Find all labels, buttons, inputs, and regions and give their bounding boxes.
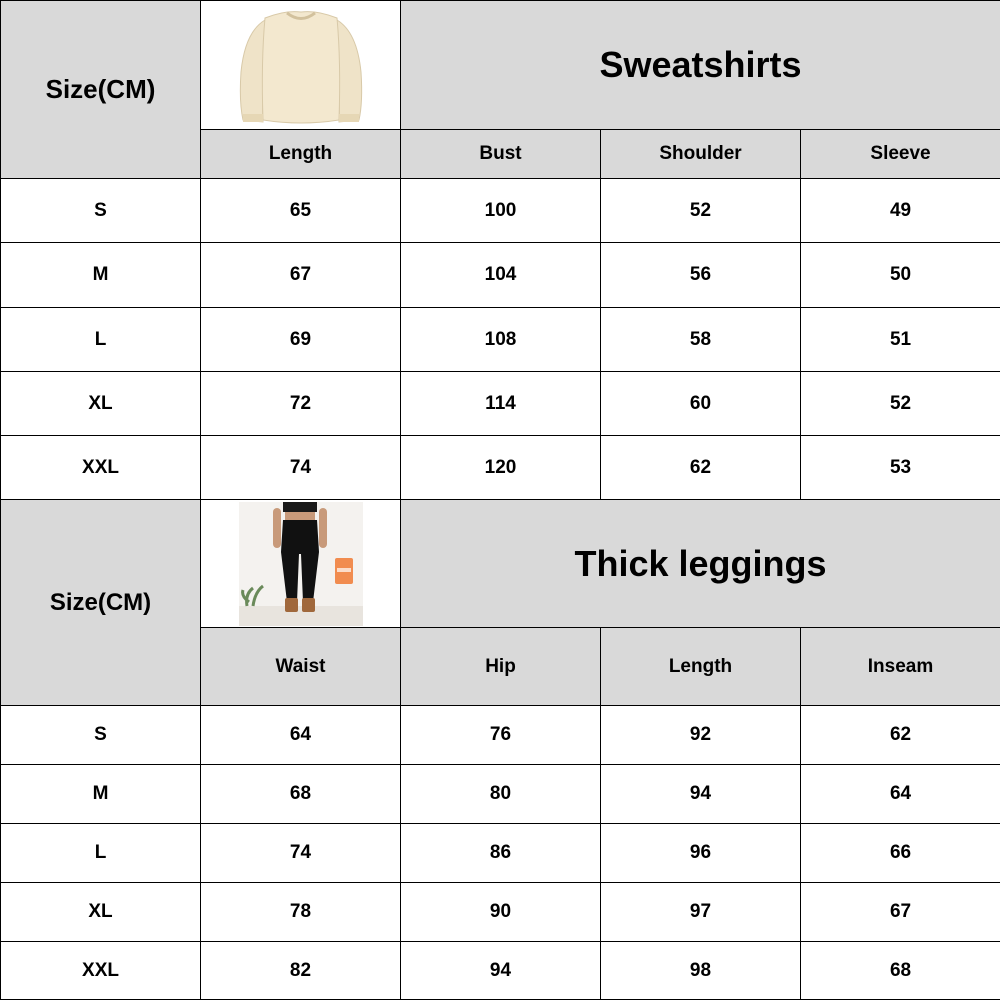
size-cell: L (1, 824, 201, 883)
value-cell: 97 (601, 883, 801, 942)
sweatshirts-col-sleeve: Sleeve (801, 130, 1000, 179)
size-cell: M (1, 765, 201, 824)
value-cell: 104 (401, 243, 601, 308)
value-cell: 86 (401, 824, 601, 883)
leggings-col-waist: Waist (201, 628, 401, 706)
value-cell: 56 (601, 243, 801, 308)
value-cell: 92 (601, 706, 801, 765)
leggings-col-length: Length (601, 628, 801, 706)
value-cell: 51 (801, 308, 1000, 372)
value-cell: 80 (401, 765, 601, 824)
leggings-size-label: Size(CM) (1, 500, 201, 706)
sweatshirt-photo (201, 1, 401, 130)
value-cell: 53 (801, 436, 1000, 500)
table-row (1, 824, 1000, 883)
value-cell: 60 (601, 372, 801, 436)
value-cell: 74 (201, 824, 401, 883)
table-row (1, 308, 1000, 372)
leggings-photo (201, 500, 401, 628)
value-cell: 72 (201, 372, 401, 436)
value-cell: 64 (201, 706, 401, 765)
leggings-col-hip: Hip (401, 628, 601, 706)
table-row (1, 706, 1000, 765)
table-row (1, 883, 1000, 942)
value-cell: 74 (201, 436, 401, 500)
table-row (1, 765, 1000, 824)
value-cell: 68 (201, 765, 401, 824)
sweatshirts-col-bust: Bust (401, 130, 601, 179)
table-row (1, 243, 1000, 308)
value-cell: 114 (401, 372, 601, 436)
value-cell: 76 (401, 706, 601, 765)
leggings-icon (239, 502, 363, 626)
sweatshirts-col-shoulder: Shoulder (601, 130, 801, 179)
value-cell: 108 (401, 308, 601, 372)
size-cell: XXL (1, 436, 201, 500)
value-cell: 100 (401, 179, 601, 243)
value-cell: 96 (601, 824, 801, 883)
leggings-title: Thick leggings (401, 500, 1000, 628)
value-cell: 98 (601, 942, 801, 1000)
value-cell: 120 (401, 436, 601, 500)
size-cell: M (1, 243, 201, 308)
value-cell: 90 (401, 883, 601, 942)
value-cell: 62 (601, 436, 801, 500)
table-row (1, 372, 1000, 436)
value-cell: 67 (801, 883, 1000, 942)
size-cell: S (1, 179, 201, 243)
table-row (1, 179, 1000, 243)
value-cell: 69 (201, 308, 401, 372)
sweatshirt-icon (235, 2, 367, 128)
value-cell: 64 (801, 765, 1000, 824)
value-cell: 66 (801, 824, 1000, 883)
table-row (1, 942, 1000, 1000)
sweatshirts-size-label: Size(CM) (1, 1, 201, 179)
value-cell: 78 (201, 883, 401, 942)
value-cell: 82 (201, 942, 401, 1000)
sweatshirts-col-length: Length (201, 130, 401, 179)
value-cell: 94 (401, 942, 601, 1000)
value-cell: 67 (201, 243, 401, 308)
value-cell: 52 (801, 372, 1000, 436)
value-cell: 68 (801, 942, 1000, 1000)
leggings-size-table (0, 499, 1000, 1000)
value-cell: 52 (601, 179, 801, 243)
table-row (1, 436, 1000, 500)
size-cell: XL (1, 883, 201, 942)
sweatshirts-title: Sweatshirts (401, 1, 1000, 130)
value-cell: 50 (801, 243, 1000, 308)
leggings-col-inseam: Inseam (801, 628, 1000, 706)
size-cell: XXL (1, 942, 201, 1000)
value-cell: 65 (201, 179, 401, 243)
value-cell: 94 (601, 765, 801, 824)
value-cell: 49 (801, 179, 1000, 243)
size-cell: XL (1, 372, 201, 436)
value-cell: 62 (801, 706, 1000, 765)
value-cell: 58 (601, 308, 801, 372)
size-cell: L (1, 308, 201, 372)
size-cell: S (1, 706, 201, 765)
